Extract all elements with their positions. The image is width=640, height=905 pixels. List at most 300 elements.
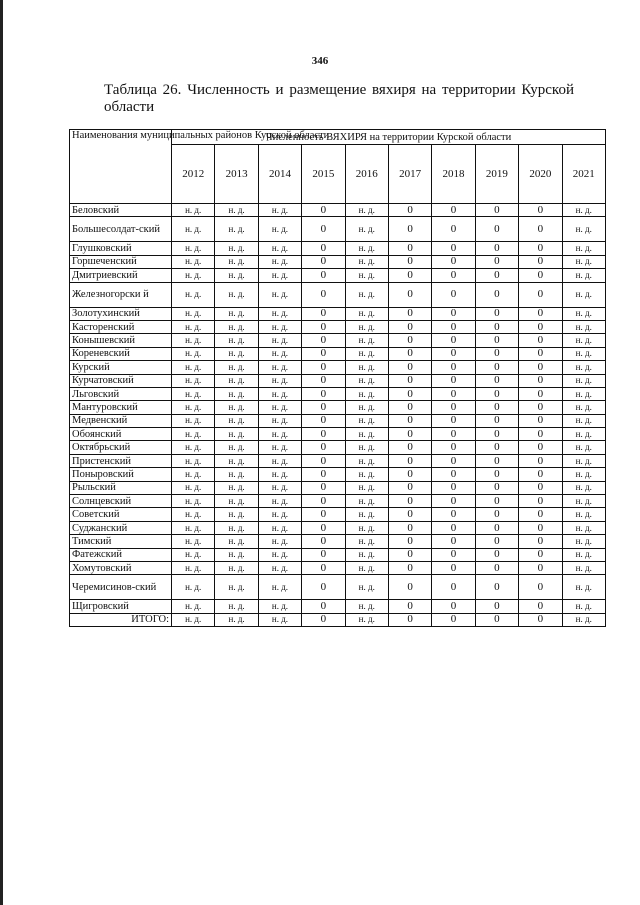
table-title: Таблица 26. Численность и размещение вяхиря на территории Курской области xyxy=(104,82,574,115)
table-row xyxy=(70,282,606,307)
district-name: Глушковский xyxy=(70,242,172,255)
value-cell: 0 xyxy=(432,600,475,613)
value-cell: 0 xyxy=(432,548,475,561)
table-row xyxy=(70,561,606,574)
table-row xyxy=(70,548,606,561)
value-cell: 0 xyxy=(519,255,562,268)
value-cell: н. д. xyxy=(172,495,215,508)
value-cell: н. д. xyxy=(258,468,301,481)
year-header: 2014 xyxy=(258,145,301,204)
value-cell: н. д. xyxy=(258,204,301,217)
value-cell: 0 xyxy=(519,242,562,255)
value-cell: 0 xyxy=(388,521,431,534)
value-cell: н. д. xyxy=(215,454,258,467)
value-cell: 0 xyxy=(475,508,518,521)
value-cell: 0 xyxy=(302,468,345,481)
district-name: Горшеченский xyxy=(70,255,172,268)
year-header: 2020 xyxy=(519,145,562,204)
value-cell: 0 xyxy=(519,428,562,441)
value-cell: н. д. xyxy=(172,217,215,242)
value-cell: н. д. xyxy=(562,613,605,626)
value-cell: 0 xyxy=(388,495,431,508)
value-cell: 0 xyxy=(388,361,431,374)
value-cell: н. д. xyxy=(562,217,605,242)
table-row xyxy=(70,600,606,613)
district-name: Тимский xyxy=(70,535,172,548)
value-cell: н. д. xyxy=(562,548,605,561)
district-name: Золотухинский xyxy=(70,307,172,320)
value-cell: н. д. xyxy=(258,481,301,494)
value-cell: 0 xyxy=(432,468,475,481)
value-cell: 0 xyxy=(388,269,431,282)
value-cell: н. д. xyxy=(215,468,258,481)
value-cell: н. д. xyxy=(345,575,388,600)
value-cell: н. д. xyxy=(258,508,301,521)
value-cell: н. д. xyxy=(215,334,258,347)
value-cell: 0 xyxy=(388,428,431,441)
value-cell: 0 xyxy=(519,361,562,374)
year-header: 2013 xyxy=(215,145,258,204)
value-cell: 0 xyxy=(519,374,562,387)
district-name: Советский xyxy=(70,508,172,521)
value-cell: 0 xyxy=(302,374,345,387)
value-cell: 0 xyxy=(388,414,431,427)
value-cell: н. д. xyxy=(562,441,605,454)
value-cell: н. д. xyxy=(258,454,301,467)
value-cell: 0 xyxy=(475,242,518,255)
value-cell: н. д. xyxy=(172,561,215,574)
value-cell: н. д. xyxy=(258,269,301,282)
value-cell: 0 xyxy=(475,347,518,360)
value-cell: н. д. xyxy=(258,401,301,414)
value-cell: н. д. xyxy=(172,548,215,561)
table-row xyxy=(70,320,606,333)
value-cell: 0 xyxy=(432,613,475,626)
value-cell: н. д. xyxy=(562,495,605,508)
value-cell: 0 xyxy=(519,454,562,467)
district-name: Дмитриевский xyxy=(70,269,172,282)
value-cell: 0 xyxy=(475,600,518,613)
scan-edge-border xyxy=(0,0,3,905)
year-header: 2019 xyxy=(475,145,518,204)
value-cell: н. д. xyxy=(215,508,258,521)
value-cell: 0 xyxy=(388,401,431,414)
table-row xyxy=(70,204,606,217)
value-cell: 0 xyxy=(519,535,562,548)
table-row xyxy=(70,414,606,427)
value-cell: 0 xyxy=(475,255,518,268)
value-cell: 0 xyxy=(475,535,518,548)
value-cell: 0 xyxy=(302,575,345,600)
value-cell: н. д. xyxy=(562,575,605,600)
value-cell: 0 xyxy=(388,242,431,255)
value-cell: 0 xyxy=(519,347,562,360)
value-cell: 0 xyxy=(519,575,562,600)
value-cell: н. д. xyxy=(172,401,215,414)
value-cell: 0 xyxy=(432,561,475,574)
value-cell: н. д. xyxy=(562,561,605,574)
table-row xyxy=(70,217,606,242)
value-cell: н. д. xyxy=(345,481,388,494)
value-cell: 0 xyxy=(302,481,345,494)
value-cell: н. д. xyxy=(345,374,388,387)
value-cell: н. д. xyxy=(345,334,388,347)
value-cell: н. д. xyxy=(172,441,215,454)
value-cell: н. д. xyxy=(258,307,301,320)
value-cell: 0 xyxy=(432,242,475,255)
total-label: ИТОГО: xyxy=(70,613,172,626)
value-cell: 0 xyxy=(388,481,431,494)
value-cell: 0 xyxy=(519,387,562,400)
value-cell: 0 xyxy=(302,242,345,255)
table-row xyxy=(70,521,606,534)
value-cell: 0 xyxy=(388,204,431,217)
value-cell: 0 xyxy=(302,613,345,626)
table-row xyxy=(70,242,606,255)
value-cell: 0 xyxy=(475,269,518,282)
value-cell: 0 xyxy=(475,414,518,427)
value-cell: 0 xyxy=(432,521,475,534)
value-cell: 0 xyxy=(302,204,345,217)
value-cell: 0 xyxy=(432,269,475,282)
value-cell: 0 xyxy=(302,454,345,467)
value-cell: н. д. xyxy=(345,401,388,414)
value-cell: 0 xyxy=(302,508,345,521)
value-cell: н. д. xyxy=(345,282,388,307)
value-cell: н. д. xyxy=(345,548,388,561)
district-name: Беловский xyxy=(70,204,172,217)
value-cell: 0 xyxy=(432,217,475,242)
value-cell: 0 xyxy=(519,481,562,494)
year-header: 2012 xyxy=(172,145,215,204)
value-cell: 0 xyxy=(519,468,562,481)
value-cell: 0 xyxy=(302,535,345,548)
value-cell: 0 xyxy=(475,441,518,454)
value-cell: н. д. xyxy=(258,255,301,268)
value-cell: н. д. xyxy=(258,387,301,400)
value-cell: 0 xyxy=(519,613,562,626)
value-cell: 0 xyxy=(475,307,518,320)
value-cell: 0 xyxy=(432,320,475,333)
district-name: Фатежский xyxy=(70,548,172,561)
district-name: Щигровский xyxy=(70,600,172,613)
value-cell: н. д. xyxy=(215,600,258,613)
value-cell: н. д. xyxy=(562,204,605,217)
value-cell: 0 xyxy=(475,575,518,600)
district-name: Курчатовский xyxy=(70,374,172,387)
table-header-row xyxy=(70,130,606,145)
table-row xyxy=(70,255,606,268)
value-cell: н. д. xyxy=(172,361,215,374)
value-cell: н. д. xyxy=(172,613,215,626)
value-cell: 0 xyxy=(388,255,431,268)
table-body xyxy=(70,204,606,627)
value-cell: н. д. xyxy=(562,255,605,268)
value-cell: н. д. xyxy=(258,414,301,427)
district-name: Пристенский xyxy=(70,454,172,467)
value-cell: 0 xyxy=(519,561,562,574)
value-cell: 0 xyxy=(475,361,518,374)
value-cell: 0 xyxy=(519,441,562,454)
value-cell: н. д. xyxy=(172,269,215,282)
value-cell: 0 xyxy=(519,320,562,333)
table-row xyxy=(70,307,606,320)
value-cell: 0 xyxy=(388,334,431,347)
value-cell: 0 xyxy=(432,428,475,441)
district-name: Мантуровский xyxy=(70,401,172,414)
value-cell: 0 xyxy=(302,320,345,333)
value-cell: н. д. xyxy=(345,561,388,574)
abundance-group-header: Численность ВЯХИРЯ на территории Курской области xyxy=(172,130,606,145)
value-cell: н. д. xyxy=(215,242,258,255)
value-cell: н. д. xyxy=(562,307,605,320)
value-cell: 0 xyxy=(475,548,518,561)
value-cell: н. д. xyxy=(258,548,301,561)
value-cell: н. д. xyxy=(345,535,388,548)
value-cell: н. д. xyxy=(215,428,258,441)
table-row xyxy=(70,334,606,347)
value-cell: 0 xyxy=(475,282,518,307)
value-cell: 0 xyxy=(519,414,562,427)
value-cell: 0 xyxy=(475,387,518,400)
value-cell: н. д. xyxy=(215,204,258,217)
value-cell: н. д. xyxy=(562,600,605,613)
value-cell: н. д. xyxy=(215,481,258,494)
value-cell: н. д. xyxy=(215,255,258,268)
value-cell: н. д. xyxy=(215,575,258,600)
value-cell: 0 xyxy=(388,561,431,574)
value-cell: н. д. xyxy=(258,613,301,626)
value-cell: 0 xyxy=(388,535,431,548)
value-cell: 0 xyxy=(302,414,345,427)
value-cell: 0 xyxy=(519,334,562,347)
value-cell: 0 xyxy=(432,495,475,508)
value-cell: н. д. xyxy=(258,242,301,255)
value-cell: 0 xyxy=(388,387,431,400)
value-cell: 0 xyxy=(388,548,431,561)
value-cell: н. д. xyxy=(172,320,215,333)
value-cell: 0 xyxy=(432,454,475,467)
value-cell: 0 xyxy=(388,613,431,626)
value-cell: н. д. xyxy=(258,282,301,307)
value-cell: н. д. xyxy=(215,401,258,414)
value-cell: 0 xyxy=(302,441,345,454)
value-cell: н. д. xyxy=(562,468,605,481)
value-cell: 0 xyxy=(432,374,475,387)
value-cell: 0 xyxy=(388,320,431,333)
value-cell: н. д. xyxy=(562,334,605,347)
value-cell: 0 xyxy=(475,561,518,574)
district-name: Поныровский xyxy=(70,468,172,481)
value-cell: н. д. xyxy=(258,361,301,374)
value-cell: н. д. xyxy=(345,217,388,242)
value-cell: н. д. xyxy=(562,401,605,414)
value-cell: 0 xyxy=(475,401,518,414)
district-name: Железногорски й xyxy=(70,282,172,307)
value-cell: 0 xyxy=(475,320,518,333)
value-cell: н. д. xyxy=(345,361,388,374)
value-cell: н. д. xyxy=(562,374,605,387)
value-cell: 0 xyxy=(519,508,562,521)
value-cell: н. д. xyxy=(172,307,215,320)
year-header: 2017 xyxy=(388,145,431,204)
value-cell: 0 xyxy=(432,334,475,347)
value-cell: 0 xyxy=(388,217,431,242)
value-cell: н. д. xyxy=(172,414,215,427)
year-header: 2015 xyxy=(302,145,345,204)
value-cell: н. д. xyxy=(215,441,258,454)
value-cell: 0 xyxy=(302,387,345,400)
value-cell: 0 xyxy=(475,468,518,481)
value-cell: 0 xyxy=(475,613,518,626)
value-cell: 0 xyxy=(388,441,431,454)
table-row xyxy=(70,454,606,467)
value-cell: 0 xyxy=(302,548,345,561)
table-row xyxy=(70,468,606,481)
value-cell: 0 xyxy=(432,414,475,427)
value-cell: 0 xyxy=(388,374,431,387)
value-cell: 0 xyxy=(302,401,345,414)
value-cell: 0 xyxy=(432,535,475,548)
value-cell: 0 xyxy=(432,508,475,521)
value-cell: н. д. xyxy=(562,387,605,400)
value-cell: н. д. xyxy=(172,535,215,548)
value-cell: н. д. xyxy=(258,600,301,613)
value-cell: н. д. xyxy=(172,521,215,534)
value-cell: 0 xyxy=(388,307,431,320)
value-cell: н. д. xyxy=(562,320,605,333)
value-cell: н. д. xyxy=(562,535,605,548)
value-cell: 0 xyxy=(432,575,475,600)
page-number: 346 xyxy=(311,55,329,67)
value-cell: 0 xyxy=(432,441,475,454)
value-cell: н. д. xyxy=(345,613,388,626)
value-cell: 0 xyxy=(519,204,562,217)
value-cell: н. д. xyxy=(562,242,605,255)
value-cell: н. д. xyxy=(215,613,258,626)
value-cell: н. д. xyxy=(258,521,301,534)
table-row xyxy=(70,508,606,521)
district-name: Конышевский xyxy=(70,334,172,347)
value-cell: н. д. xyxy=(258,575,301,600)
value-cell: н. д. xyxy=(215,269,258,282)
value-cell: 0 xyxy=(475,217,518,242)
district-name: Хомутовский xyxy=(70,561,172,574)
value-cell: 0 xyxy=(432,204,475,217)
value-cell: н. д. xyxy=(345,204,388,217)
value-cell: 0 xyxy=(388,600,431,613)
value-cell: 0 xyxy=(302,495,345,508)
value-cell: н. д. xyxy=(258,441,301,454)
value-cell: н. д. xyxy=(562,361,605,374)
value-cell: н. д. xyxy=(215,361,258,374)
value-cell: н. д. xyxy=(258,217,301,242)
value-cell: 0 xyxy=(432,282,475,307)
value-cell: н. д. xyxy=(562,414,605,427)
value-cell: н. д. xyxy=(172,428,215,441)
value-cell: 0 xyxy=(432,361,475,374)
value-cell: 0 xyxy=(302,307,345,320)
table-row xyxy=(70,347,606,360)
value-cell: 0 xyxy=(475,204,518,217)
year-header: 2021 xyxy=(562,145,605,204)
year-header: 2016 xyxy=(345,145,388,204)
value-cell: н. д. xyxy=(345,269,388,282)
value-cell: н. д. xyxy=(345,468,388,481)
value-cell: н. д. xyxy=(345,495,388,508)
district-name: Солнцевский xyxy=(70,495,172,508)
district-column-header: Наименования муниципальных районов Курской области xyxy=(70,130,172,204)
district-name: Курский xyxy=(70,361,172,374)
value-cell: 0 xyxy=(432,481,475,494)
value-cell: н. д. xyxy=(215,320,258,333)
value-cell: н. д. xyxy=(258,495,301,508)
value-cell: 0 xyxy=(432,347,475,360)
value-cell: н. д. xyxy=(345,387,388,400)
value-cell: н. д. xyxy=(562,521,605,534)
value-cell: 0 xyxy=(302,282,345,307)
value-cell: н. д. xyxy=(172,468,215,481)
value-cell: н. д. xyxy=(345,441,388,454)
value-cell: н. д. xyxy=(258,535,301,548)
table-row xyxy=(70,401,606,414)
value-cell: 0 xyxy=(475,521,518,534)
district-name: Октябрьский xyxy=(70,441,172,454)
value-cell: н. д. xyxy=(172,347,215,360)
value-cell: 0 xyxy=(519,495,562,508)
value-cell: н. д. xyxy=(258,334,301,347)
table-row xyxy=(70,481,606,494)
value-cell: 0 xyxy=(302,334,345,347)
value-cell: н. д. xyxy=(172,600,215,613)
value-cell: 0 xyxy=(519,521,562,534)
value-cell: н. д. xyxy=(562,347,605,360)
value-cell: н. д. xyxy=(345,320,388,333)
total-row xyxy=(70,613,606,626)
value-cell: 0 xyxy=(302,347,345,360)
value-cell: 0 xyxy=(519,282,562,307)
value-cell: н. д. xyxy=(215,387,258,400)
value-cell: н. д. xyxy=(258,320,301,333)
value-cell: н. д. xyxy=(562,269,605,282)
table-row xyxy=(70,428,606,441)
value-cell: 0 xyxy=(302,521,345,534)
value-cell: н. д. xyxy=(345,255,388,268)
value-cell: н. д. xyxy=(172,575,215,600)
value-cell: н. д. xyxy=(258,428,301,441)
value-cell: 0 xyxy=(302,361,345,374)
value-cell: н. д. xyxy=(345,414,388,427)
value-cell: н. д. xyxy=(215,217,258,242)
value-cell: 0 xyxy=(302,600,345,613)
value-cell: н. д. xyxy=(172,334,215,347)
value-cell: н. д. xyxy=(215,374,258,387)
value-cell: н. д. xyxy=(172,255,215,268)
value-cell: н. д. xyxy=(215,414,258,427)
value-cell: н. д. xyxy=(172,374,215,387)
value-cell: 0 xyxy=(475,334,518,347)
value-cell: 0 xyxy=(302,561,345,574)
value-cell: н. д. xyxy=(215,521,258,534)
value-cell: н. д. xyxy=(345,600,388,613)
value-cell: н. д. xyxy=(215,495,258,508)
value-cell: н. д. xyxy=(172,454,215,467)
value-cell: н. д. xyxy=(172,481,215,494)
district-name: Суджанский xyxy=(70,521,172,534)
value-cell: 0 xyxy=(475,481,518,494)
value-cell: н. д. xyxy=(345,347,388,360)
table-row xyxy=(70,495,606,508)
